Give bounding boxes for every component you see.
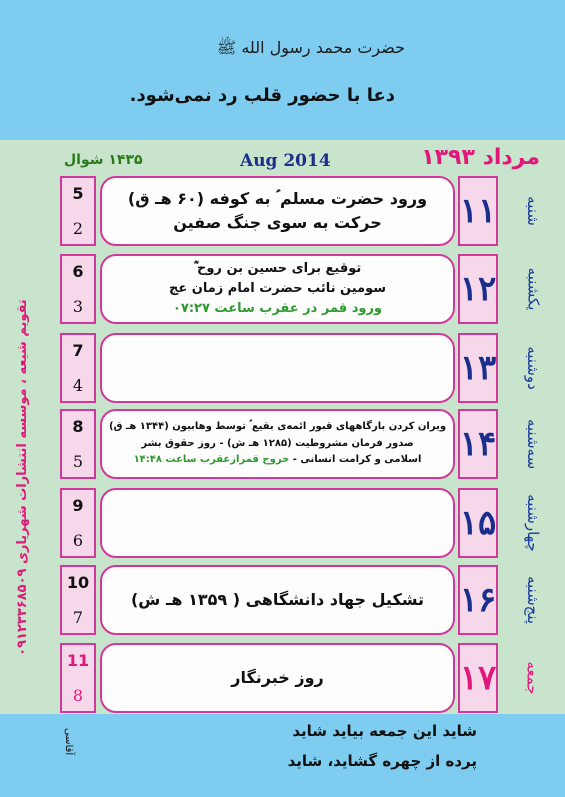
weekday-text: چهارشنبه	[524, 494, 543, 552]
event-text: حرکت به سوی جنگ صفین	[173, 213, 382, 232]
event-line	[109, 419, 446, 436]
weekday-label-6	[507, 643, 559, 713]
quote-text: دعا با حضور قلب رد نمی‌شود.	[129, 85, 395, 106]
shamsi-date: ۱۵	[458, 488, 498, 558]
publisher-credit-text: تقویم شیعه ، موسسه انتشارات شهریاری ۰۹۱۲۳۳۶۸۵۰۹	[14, 298, 30, 656]
event-green-note: خروج قمرازعقرب ساعت ۱۴:۴۸	[133, 454, 290, 466]
event-line	[128, 187, 427, 211]
events-box	[100, 409, 455, 479]
event-line	[169, 279, 386, 299]
hijri-day: 7	[72, 341, 84, 360]
day-row	[60, 565, 498, 635]
secondary-dates-cell	[60, 254, 96, 324]
day-row	[60, 643, 498, 713]
hijri-day: 11	[66, 651, 90, 670]
shamsi-date: ۱۱	[458, 176, 498, 246]
day-row	[60, 409, 498, 479]
events-box	[100, 333, 455, 403]
weekday-text: پنج‌شنبه	[523, 575, 542, 625]
events-box	[100, 254, 455, 324]
shamsi-date: ۱۷	[458, 643, 498, 713]
secondary-dates-cell	[60, 643, 96, 713]
weekday-label-1	[507, 254, 559, 324]
event-text: ویران کردن بارگاههای قبور ائمه‌ی بقیع ؑ توسط وهابیون (۱۳۴۴ هـ ق)	[108, 421, 447, 433]
weekday-text: جمعه	[523, 661, 542, 695]
events-box	[100, 565, 455, 635]
day-row	[60, 254, 498, 324]
event-text: ورود قمر در عقرب ساعت ۰۷:۲۷	[172, 301, 383, 317]
events-box	[100, 643, 455, 713]
weekday-text: شنبه	[523, 196, 542, 226]
secondary-dates-cell	[60, 565, 96, 635]
events-box	[100, 488, 455, 558]
event-line	[131, 588, 424, 612]
gregorian-day: 2	[72, 219, 84, 238]
hijri-day: 9	[72, 496, 84, 515]
quote-author: حضرت محمد رسول الله ﷺ	[216, 38, 405, 57]
event-text: روز خبرنگار	[231, 668, 324, 687]
shamsi-date: ۱۴	[458, 409, 498, 479]
events-box	[100, 176, 455, 246]
event-text: اسلامی و کرامت انسانی -	[292, 454, 422, 466]
event-line	[231, 666, 323, 690]
event-line	[141, 436, 413, 453]
gregorian-day: 8	[72, 686, 84, 705]
weekday-label-0	[507, 176, 559, 246]
shamsi-date: ۱۳	[458, 333, 498, 403]
day-row	[60, 488, 498, 558]
hijri-day: 10	[66, 573, 90, 592]
bottom-poem-band	[0, 714, 565, 797]
gregorian-month-title: Aug 2014	[240, 151, 331, 171]
weekday-label-5	[507, 565, 559, 635]
hijri-month-title: ۱۴۳۵ شوال	[64, 152, 143, 168]
weekday-text: دوشنبه	[524, 346, 542, 390]
weekday-label-3	[507, 409, 559, 479]
publisher-credit	[8, 238, 36, 716]
poem-line-2: پرده از چهره گشاید، شاید	[287, 752, 477, 770]
weekday-text: سه‌شنبه	[524, 418, 542, 470]
event-text: صدور فرمان مشروطیت (۱۲۸۵ هـ ش) - روز حقوق بشر	[141, 437, 414, 449]
hijri-day: 5	[72, 184, 84, 203]
event-text: توقیع برای حسین بن روح ؓ	[193, 260, 362, 276]
shamsi-date: ۱۲	[458, 254, 498, 324]
hijri-day: 8	[72, 417, 84, 436]
gregorian-day: 4	[72, 376, 84, 395]
gregorian-day: 6	[72, 531, 84, 550]
day-row	[60, 176, 498, 246]
weekday-label-2	[507, 333, 559, 403]
weekday-label-4	[507, 488, 559, 558]
event-line	[134, 452, 422, 469]
secondary-dates-cell	[60, 176, 96, 246]
event-text: ورود حضرت مسلم ؑ به کوفه (۶۰ هـ ق)	[127, 189, 428, 208]
event-text: تشکیل جهاد دانشگاهی ( ۱۳۵۹ هـ ش)	[130, 590, 425, 609]
day-row	[60, 333, 498, 403]
secondary-dates-cell	[60, 488, 96, 558]
event-line	[173, 211, 382, 235]
gregorian-day: 7	[72, 608, 84, 627]
gregorian-day: 5	[72, 452, 84, 471]
hijri-day: 6	[72, 262, 84, 281]
top-quote-band	[0, 0, 565, 140]
shamsi-date: ۱۶	[458, 565, 498, 635]
event-line	[194, 259, 362, 279]
gregorian-day: 3	[72, 297, 84, 316]
event-text: سومین نائب حضرت امام زمان عج	[168, 280, 387, 296]
shamsi-month-title: مرداد ۱۳۹۳	[421, 145, 540, 170]
secondary-dates-cell	[60, 333, 96, 403]
secondary-dates-cell	[60, 409, 96, 479]
weekday-text: یکشنبه	[524, 267, 542, 311]
event-line	[173, 299, 382, 319]
poem-line-1: شاید این جمعه بیاید شاید	[292, 722, 477, 740]
poet-name: آقاسی	[63, 727, 75, 756]
